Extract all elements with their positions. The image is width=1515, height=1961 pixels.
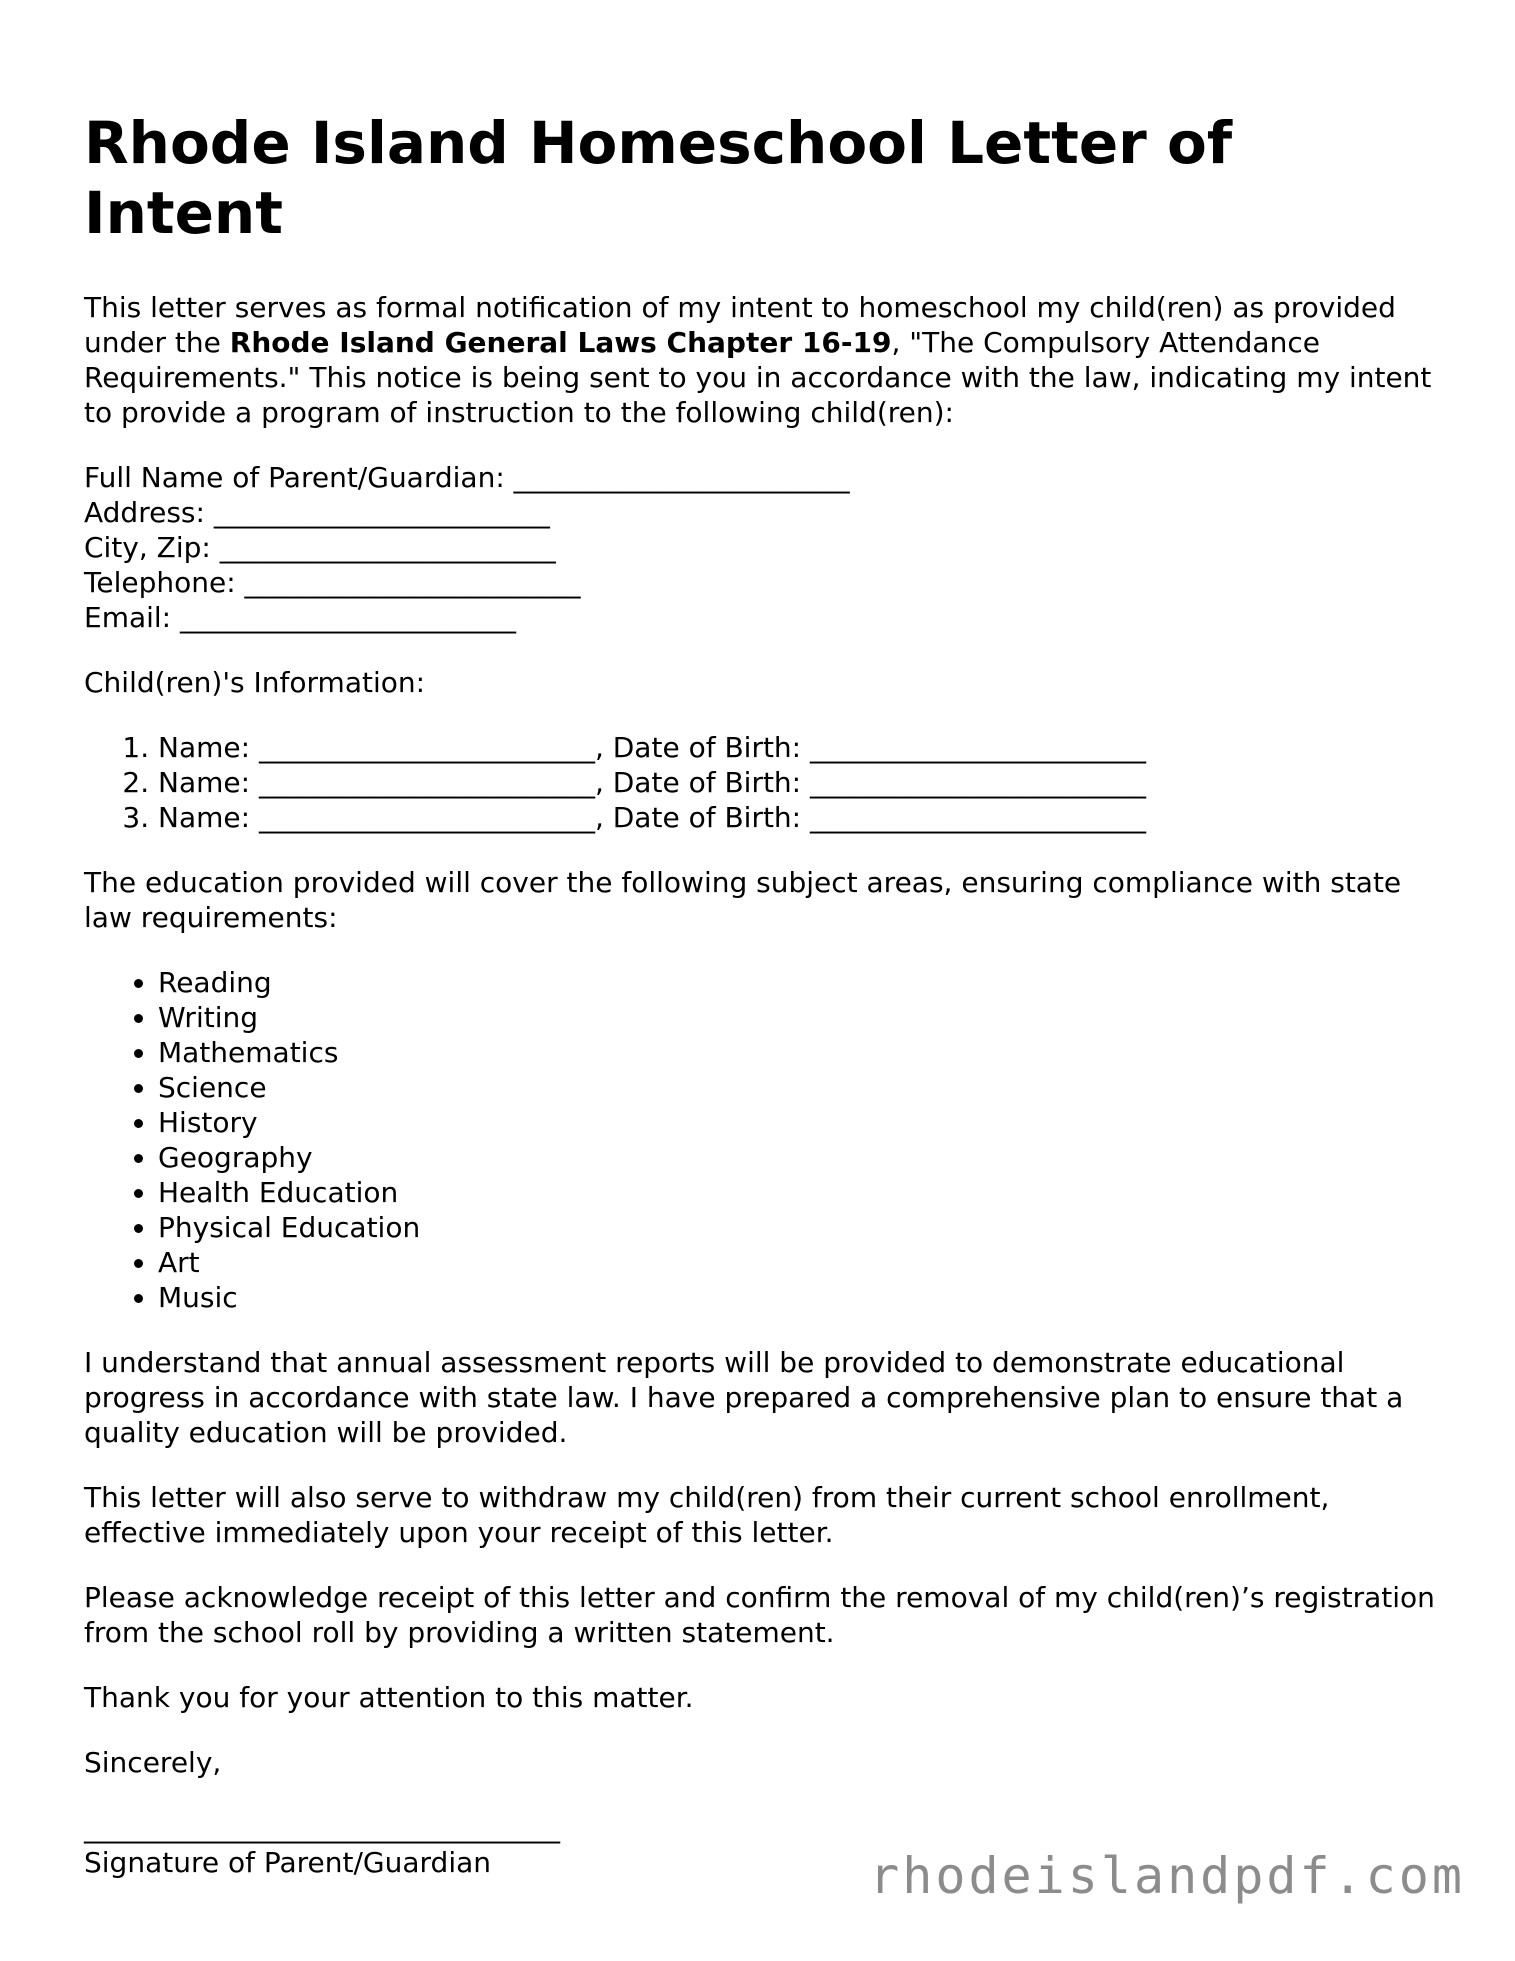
subject-item: • Reading [158,965,1444,1000]
document-title: Rhode Island Homeschool Letter of Intent [84,109,1233,247]
address-field[interactable]: Address: ________________________ [84,496,550,529]
child-entry[interactable]: 3. Name: ________________________, Date of Birth: ________________________ [158,800,1444,835]
child-entry[interactable]: 1. Name: ________________________, Date of Birth: ________________________ [158,730,1444,765]
telephone-field[interactable]: Telephone: ________________________ [84,566,581,599]
intro-text-after: , "The Compulsory Attendance Requirements." This notice is being sent to you in accordance with the law, indicating my intent to provide a program of instruction to the following child(ren): [84,326,1432,429]
subject-item: • Physical Education [158,1210,1444,1245]
signature-line[interactable]: __________________________________ [84,1811,560,1844]
closing-salutation: Sincerely, [84,1746,222,1779]
subjects-list [84,965,1444,1315]
acknowledge-paragraph: Please acknowledge receipt of this letter and confirm the removal of my child(ren)’s registration from the school roll by providing a written statement. [84,1581,1435,1649]
subjects-intro: The education provided will cover the following subject areas, ensuring compliance with state law requirements: [84,866,1402,934]
assessment-paragraph: I understand that annual assessment reports will be provided to demonstrate educational progress in accordance with state law. I have prepared a comprehensive plan to ensure that a quality education will be provided. [84,1346,1404,1449]
subject-item: • History [158,1105,1444,1140]
intro-text-before: This letter serves as formal notification of my intent to homeschool my child(ren) as provided under the [84,291,1396,359]
intro-paragraph [84,290,1444,430]
children-heading: Child(ren)'s Information: [84,666,426,699]
subject-item: • Geography [158,1140,1444,1175]
letter-page [84,108,1444,1880]
thanks-paragraph: Thank you for your attention to this matter. [84,1681,694,1714]
signature-label: Signature of Parent/Guardian [84,1846,492,1879]
law-reference: Rhode Island General Laws Chapter 16-19 [229,326,892,359]
subject-item: • Science [158,1070,1444,1105]
subject-item: • Music [158,1280,1444,1315]
child-entry[interactable]: 2. Name: ________________________, Date of Birth: ________________________ [158,765,1444,800]
parent-name-field[interactable]: Full Name of Parent/Guardian: ________________________ [84,461,850,494]
subject-item: • Writing [158,1000,1444,1035]
subject-item: • Health Education [158,1175,1444,1210]
email-field[interactable]: Email: ________________________ [84,601,517,634]
site-watermark: rhodeislandpdf.com [869,1847,1465,1905]
parent-fields [84,460,1444,635]
subject-item: • Mathematics [158,1035,1444,1070]
children-list [84,730,1444,835]
withdraw-paragraph: This letter will also serve to withdraw my child(ren) from their current school enrollment, effective immediately upon your receipt of this letter. [84,1481,1330,1549]
city-zip-field[interactable]: City, Zip: ________________________ [84,531,556,564]
subject-item: • Art [158,1245,1444,1280]
